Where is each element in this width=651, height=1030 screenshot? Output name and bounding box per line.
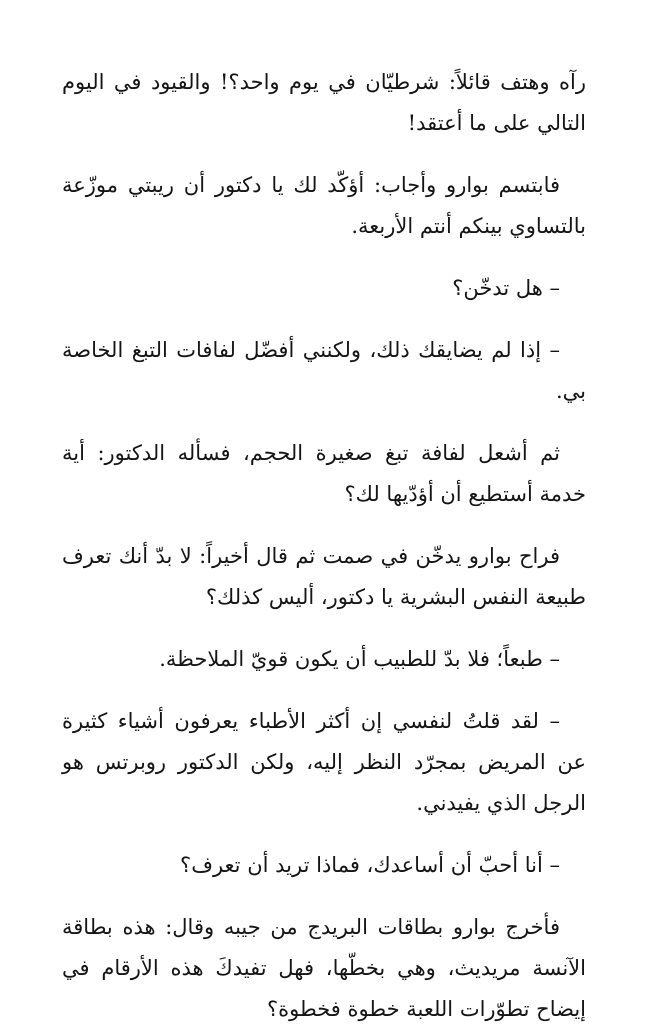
paragraph-1: رآه وهتف قائلاً: شرطيّان في يوم واحد؟! والقيود في اليوم التالي على ما أعتقد! xyxy=(62,70,586,135)
paragraph-5: فأخرج بوارو بطاقات البريدج من جيبه وقال: هذه بطاقة الآنسة مريديث، وهي بخطّها، فهل تفيدكَ هذه الأرقام في إيضاح تطوّرات اللعبة خطوة فخطوة؟ xyxy=(62,915,586,1021)
paragraph-4: فراح بوارو يدخّن في صمت ثم قال أخيراً: لا بدّ أنك تعرف طبيعة النفس البشرية يا دكتور، أليس كذلك؟ xyxy=(62,544,586,609)
dialog-line-1: – هل تدخّن؟ xyxy=(452,276,560,300)
book-page xyxy=(62,62,586,1021)
dialog-line-5: – أنا أحبّ أن أساعدك، فماذا تريد أن تعرف؟ xyxy=(180,853,560,877)
dialog-line-2: – إذا لم يضايقك ذلك، ولكنني أفضّل لفافات التبغ الخاصة بي. xyxy=(62,338,586,403)
dialog-line-3: – طبعاً؛ فلا بدّ للطبيب أن يكون قويّ الملاحظة. xyxy=(159,647,560,671)
dialog-line-4: – لقد قلتُ لنفسي إن أكثر الأطباء يعرفون أشياء كثيرة عن المريض بمجرّد النظر إليه، ولكن الدكتور روبرتس هو الرجل الذي يفيدني. xyxy=(62,709,586,815)
paragraph-2: فابتسم بوارو وأجاب: أؤكّد لك يا دكتور أن ريبتي موزّعة بالتساوي بينكم أنتم الأربعة. xyxy=(62,173,586,238)
paragraph-3: ثم أشعل لفافة تبغ صغيرة الحجم، فسأله الدكتور: أية خدمة أستطيع أن أؤدّيها لك؟ xyxy=(62,441,586,506)
